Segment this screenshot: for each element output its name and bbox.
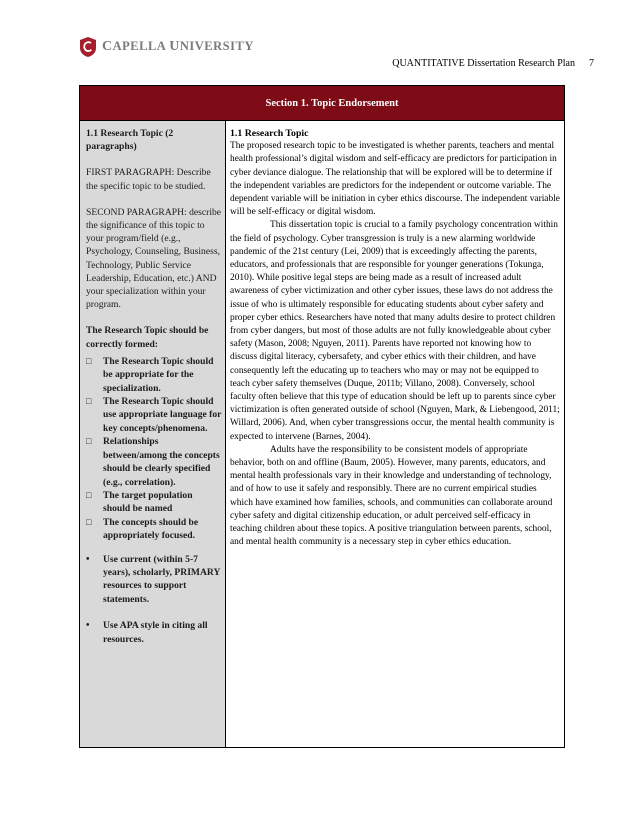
topic-endorsement-table [79,85,565,748]
criteria-heading: The Research Topic should be correctly formed: [86,325,209,350]
checkbox-glyph-icon: □ [86,436,92,447]
running-head [392,58,594,69]
response-paragraph-3: Adults have the responsibility to be consistent models of appropriate behavior, both on and offline (Baum, 2005). However, many parents, educators, and mental health professionals vary in their knowledge and understanding of technology, and of how to use it safely and responsibly. There are no current empirical studies which have examined how families, schools, and communities can collaborate around cyber safety and digital citizenship education, or adult perceived self-efficacy in teaching children about these topics. A positive triangulation between parents, school, and mental health community is a necessary step in cyber ethics education. [230,444,553,548]
list-item: □ The Research Topic should use appropriate language for key concepts/phenomena. [86,396,222,434]
running-head-title: QUANTITATIVE Dissertation Research Plan [392,58,575,69]
table-row [80,121,564,747]
instructions-title: 1.1 Research Topic (2 paragraphs) [86,128,174,153]
instructions-column [80,121,226,747]
capella-shield-icon [78,36,98,58]
list-item: □ Relationships between/among the concepts should be clearly specified (e.g., correlation). [86,436,220,488]
capella-logo [78,36,254,58]
section-header-bar [80,86,564,121]
second-paragraph-instruction: SECOND PARAGRAPH: describe the significance of this topic to your program/field (e.g., Psychology, Counseling, Business, Technology, Public Service Leadership, Education, etc.) AND your specialization within your program. [86,206,222,311]
response-heading: 1.1 Research Topic [230,128,309,139]
bullet-list [86,553,222,646]
logo-wordmark: CAPELLA UNIVERSITY [102,39,254,54]
first-paragraph-instruction: FIRST PARAGRAPH: Describe the specific topic to be studied. [86,167,211,192]
response-paragraph-1: The proposed research topic to be investigated is whether parents, teachers and mental health professional’s digital wisdom and self-efficacy are predictors for participation in cyber deviance dialogue. The relationship that will be explored will be to determine if the independent variables are predictors for the independent or outcome variable. The dependent variable will be initiation in cyber ethics discourse. The independent variable will be self-efficacy or digital wisdom. [230,141,560,218]
page-number: 7 [589,58,594,69]
bullet-icon: • [86,553,90,565]
checkbox-glyph-icon: □ [86,489,92,500]
list-item: □ The concepts should be appropriately focused. [86,516,199,542]
response-paragraph-2: This dissertation topic is crucial to a family psychology concentration within the field of psychology. Cyber transgression is truly is a new alarming worldwide pandemic of the 21st century (Lei, 2009) that is exceedingly affecting the parents, educators, and professionals that are responsible for younger generations (Tokunga, 2010). While positive legal steps are being made as a result of increased adult awareness of cyber victimization and other cyber issues, these laws do not address the issue of who is ultimately responsible for educating students about cyber safety and proper cyber ethics. Researchers have noted that many adults desire to protect children from cyber dangers, but most of those adults are not fully knowledgeable about cyber safety (Mason, 2008; Nguyen, 2011). Parents have reported not knowing how to discuss digital literacy, cybersafety, and cyber ethics with their children, and have consequently left the educating up to teachers who may or may not be equipped to teach cyber safety themselves (Duque, 2011b; Villano, 2008). Conversely, school faculty often believe that this type of education should be left up to parents since cyber victimization is often generated outside of school (Nguyen, Mark, & Liebengood, 2011; Willard, 2006). And, when cyber transgressions occur, the mental health community is expected to intervene (Barnes, 2004). [230,220,560,442]
list-item: □ The target population should be named [86,489,193,515]
list-item: • Use current (within 5-7 years), scholarly, PRIMARY resources to support statements. [86,553,221,605]
section-title: Section 1. Topic Endorsement [265,97,399,109]
checkbox-glyph-icon: □ [86,516,92,527]
criteria-list [86,355,222,543]
list-item: □ The Research Topic should be appropriate for the specialization. [86,355,214,394]
response-column [226,121,564,747]
checkbox-glyph-icon: □ [86,355,92,366]
checkbox-glyph-icon: □ [86,396,92,407]
list-item: • Use APA style in citing all resources. [86,620,208,645]
bullet-icon: • [86,620,90,632]
